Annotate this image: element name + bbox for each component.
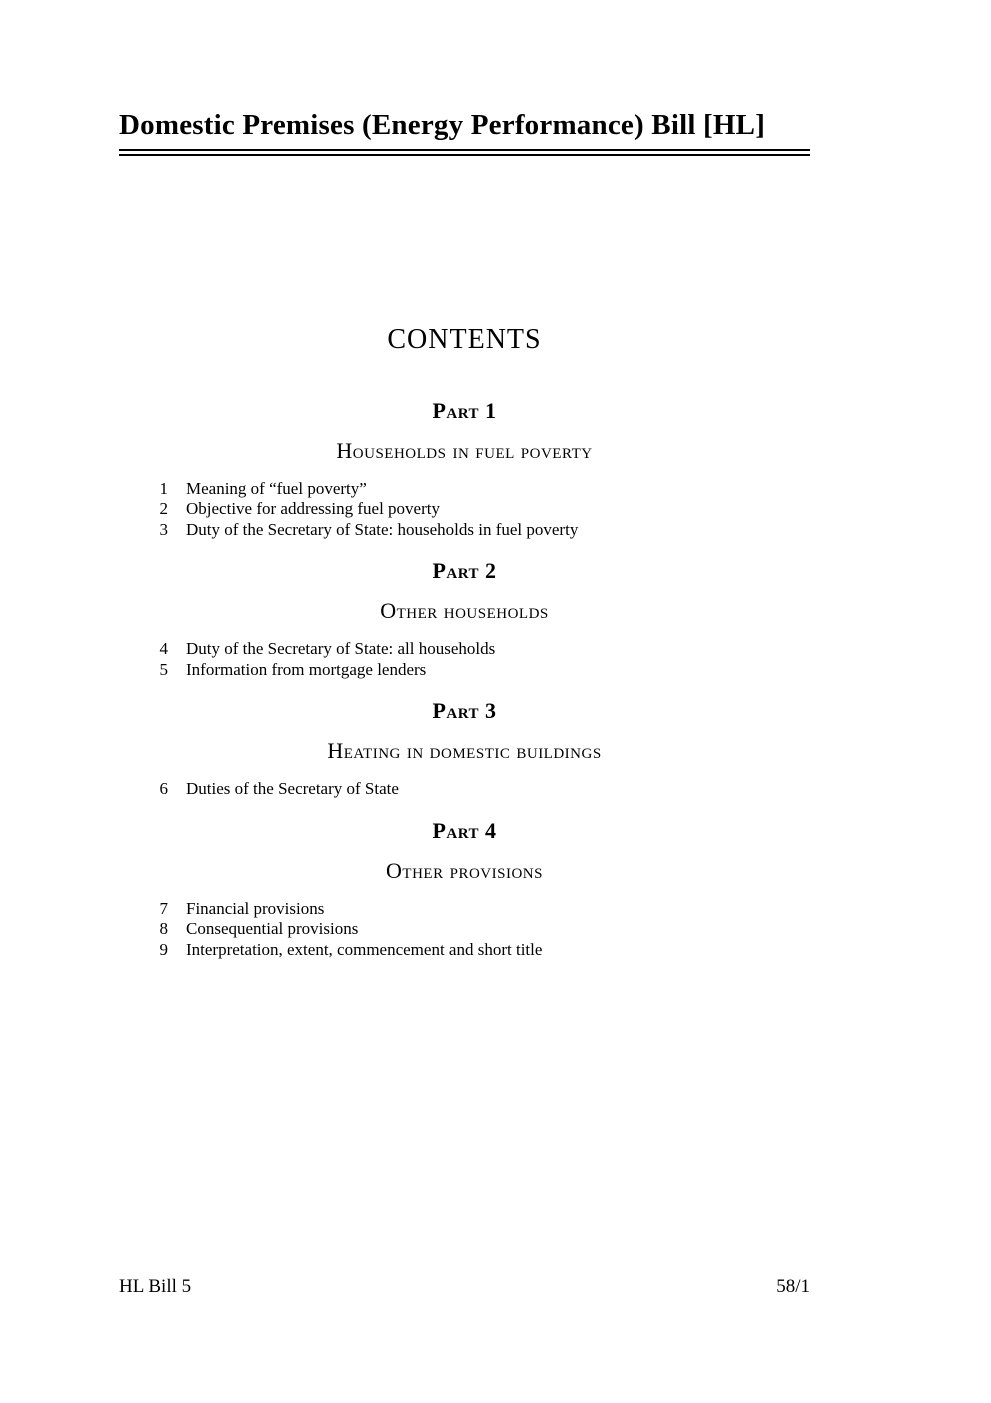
contents-item-8 — [119, 919, 810, 940]
contents-item-5 — [119, 660, 810, 681]
item-number: 1 — [159, 478, 168, 498]
item-number: 8 — [159, 919, 168, 939]
contents-item-1 — [119, 479, 810, 500]
contents-item-7 — [119, 899, 810, 920]
part-1-items — [119, 479, 810, 541]
contents-item-9 — [119, 940, 810, 961]
item-number: 6 — [159, 779, 168, 799]
part-2-subject: Other households — [380, 598, 549, 624]
session-number: 58/1 — [776, 1276, 810, 1297]
contents-item-6 — [119, 779, 810, 800]
part-1-label: Part 1 — [432, 397, 497, 423]
item-title: Duty of the Secretary of State: all households — [186, 639, 496, 659]
item-number: 5 — [159, 659, 168, 679]
part-3-items — [119, 779, 810, 800]
item-number: 7 — [159, 898, 168, 918]
item-title: Consequential provisions — [186, 919, 359, 939]
part-4-subject: Other provisions — [386, 857, 543, 883]
contents-item-4 — [119, 639, 810, 660]
bill-number: HL Bill 5 — [119, 1276, 192, 1297]
item-title: Interpretation, extent, commencement and short title — [186, 939, 543, 959]
part-1-subject: Households in fuel poverty — [336, 437, 593, 463]
bill-title: Domestic Premises (Energy Performance) Bill [HL] — [119, 109, 766, 141]
contents-item-2 — [119, 499, 810, 520]
part-2-label: Part 2 — [432, 558, 497, 584]
contents-item-3 — [119, 520, 810, 541]
item-title: Objective for addressing fuel poverty — [186, 499, 440, 519]
item-title: Meaning of “fuel poverty” — [186, 478, 367, 498]
contents-heading: CONTENTS — [387, 323, 542, 355]
page-footer — [119, 1277, 810, 1296]
part-3-label: Part 3 — [432, 698, 497, 724]
part-4-items — [119, 899, 810, 961]
item-title: Duties of the Secretary of State — [186, 779, 399, 799]
item-number: 4 — [159, 639, 168, 659]
item-number: 2 — [159, 499, 168, 519]
item-number: 3 — [159, 519, 168, 539]
part-3-subject: Heating in domestic buildings — [327, 738, 602, 764]
part-2-items — [119, 639, 810, 680]
title-double-rule — [119, 149, 810, 156]
item-title: Duty of the Secretary of State: households in fuel poverty — [186, 519, 579, 539]
item-number: 9 — [159, 939, 168, 959]
item-title: Information from mortgage lenders — [186, 659, 427, 679]
part-4-label: Part 4 — [432, 817, 497, 843]
content-block — [119, 0, 810, 960]
item-title: Financial provisions — [186, 898, 325, 918]
